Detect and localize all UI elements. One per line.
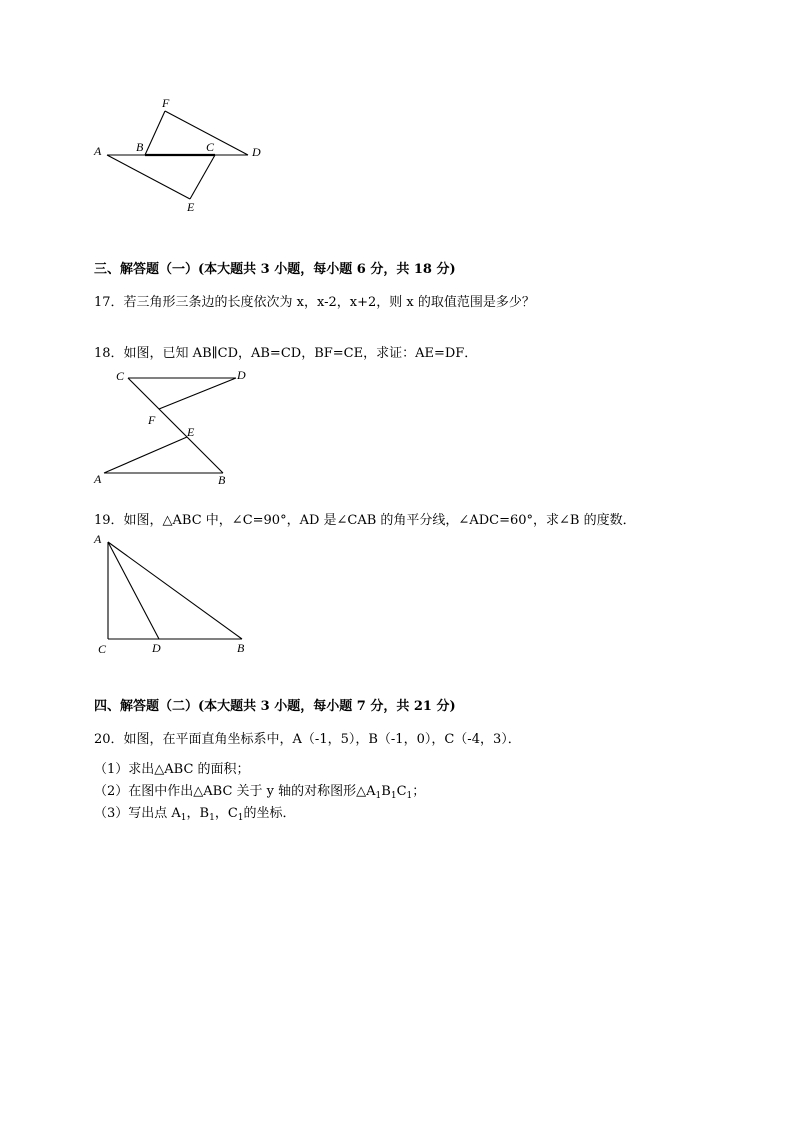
label-d: D <box>152 641 161 655</box>
label-b: B <box>218 473 226 487</box>
label-d: D <box>252 145 261 159</box>
label-d: D <box>237 368 246 382</box>
figure-q16-svg <box>90 95 280 220</box>
segment-ec <box>190 155 215 199</box>
figure-q18-svg <box>90 365 260 490</box>
label-e: E <box>187 200 195 214</box>
section-4-heading: 四、解答题（二）(本大题共 3 小题，每小题 7 分，共 21 分) <box>94 699 456 714</box>
question-20-part-2 <box>94 784 425 800</box>
segment-ae <box>104 437 187 473</box>
label-b: B <box>136 140 144 154</box>
subscript-1: 1 <box>406 791 413 801</box>
label-c: C <box>206 140 215 154</box>
segment-bf <box>145 111 165 155</box>
subscript-1: 1 <box>237 813 244 823</box>
question-20-part-1: （1）求出△ABC 的面积； <box>94 762 250 777</box>
part-2-end: ； <box>412 784 426 799</box>
part-3-end: 的坐标． <box>243 806 296 821</box>
question-17: 17．若三角形三条边的长度依次为 x，x-2，x+2，则 x 的取值范围是多少？ <box>94 295 535 310</box>
segment-ad <box>108 542 159 639</box>
segment-df <box>159 378 236 409</box>
label-e: E <box>187 425 195 439</box>
figure-q19-svg <box>90 530 260 660</box>
figure-q18 <box>90 365 260 490</box>
subscript-1: 1 <box>180 813 187 823</box>
label-f: F <box>148 413 156 427</box>
part-2-text: （2）在图中作出△ABC 关于 y 轴的对称图形△A <box>94 784 376 799</box>
part-2-c: C <box>396 784 407 799</box>
part-3-c: ，C <box>214 806 238 821</box>
label-a: A <box>94 532 102 546</box>
label-c: C <box>98 642 107 656</box>
subscript-1: 1 <box>390 791 397 801</box>
segment-ae <box>107 155 190 199</box>
label-b: B <box>237 641 245 655</box>
label-a: A <box>94 472 102 486</box>
part-3-text: （3）写出点 A <box>94 806 181 821</box>
question-20: 20．如图，在平面直角坐标系中，A（-1，5），B（-1，0），C（-4，3）． <box>94 732 521 747</box>
label-c: C <box>116 369 125 383</box>
figure-q19 <box>90 530 260 660</box>
question-18: 18．如图，已知 AB∥CD，AB=CD，BF=CE，求证：AE=DF． <box>94 346 478 361</box>
subscript-1: 1 <box>209 813 215 823</box>
segment-ab <box>108 542 242 639</box>
part-2-b: B <box>381 784 391 799</box>
label-a: A <box>94 144 102 158</box>
question-20-part-3 <box>94 806 296 822</box>
label-f: F <box>162 96 170 110</box>
question-19: 19．如图，△ABC 中，∠C=90°，AD 是∠CAB 的角平分线，∠ADC=60°，求∠B 的度数． <box>94 513 636 528</box>
segment-cb <box>128 378 223 473</box>
section-3-heading: 三、解答题（一）(本大题共 3 小题，每小题 6 分，共 18 分) <box>94 262 456 277</box>
figure-q16 <box>90 95 280 220</box>
subscript-1: 1 <box>375 791 382 801</box>
part-3-b: ，B <box>186 806 210 821</box>
